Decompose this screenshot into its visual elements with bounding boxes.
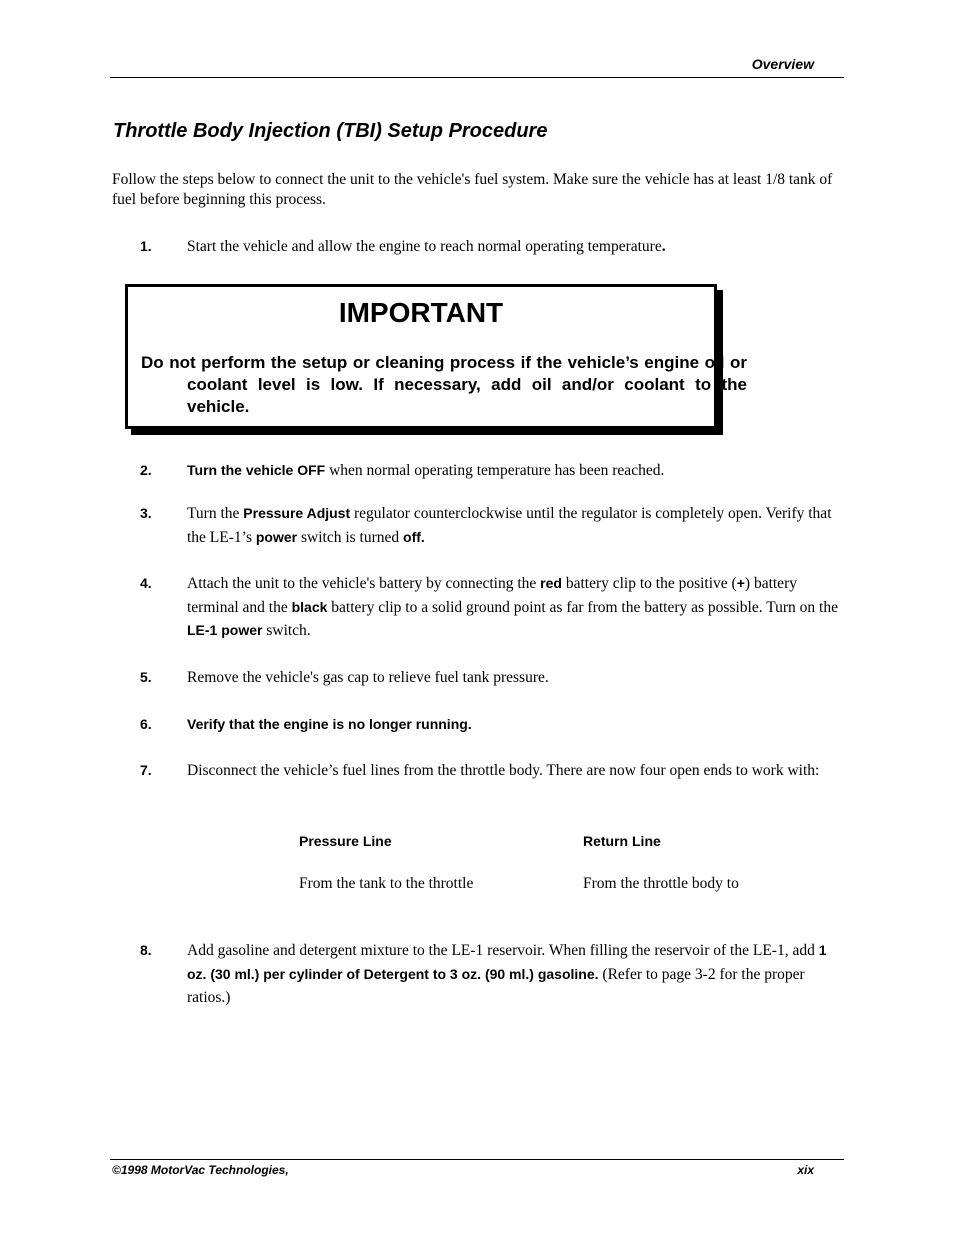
step-number: 3.	[140, 505, 152, 521]
positive-symbol: +	[736, 575, 745, 591]
footer-company: 1998 MotorVac Technologies,	[120, 1163, 289, 1177]
step-text: switch.	[262, 622, 311, 639]
step-4	[140, 572, 840, 643]
important-notice	[125, 284, 747, 429]
important-text: Do not perform the setup or cleaning process if the vehicle’s engine oil or coolant level is low. If necessary, add oil and/or coolant to the vehicle.	[141, 353, 747, 416]
return-line-header: Return Line	[583, 833, 661, 849]
step-text: Attach the unit to the vehicle's battery by connecting the	[187, 575, 541, 592]
step-3	[140, 502, 840, 549]
step-text: regulator counterclockwise until the regulator is completely open. Verify that the LE-1’s	[187, 505, 832, 546]
power-label: power	[255, 528, 298, 545]
step-number: 7.	[140, 762, 152, 778]
step-text: Add gasoline and detergent mixture to the LE-1 reservoir. When filling the reservoir of the LE-1, add	[187, 942, 819, 959]
mixture-ratio: 1 oz. (30 ml.) per cylinder of Detergent to 3 oz. (90 ml.) gasoline.	[187, 942, 827, 982]
step-7	[140, 759, 840, 783]
step-number: 1.	[140, 238, 152, 254]
step-text: battery clip to the positive (	[561, 575, 737, 592]
step-1	[140, 235, 840, 259]
step-number: 4.	[140, 575, 152, 591]
off-label: off.	[403, 528, 425, 545]
footer-copyright	[112, 1163, 289, 1177]
step-number: 5.	[140, 669, 152, 685]
step-8	[140, 939, 840, 1010]
step-number: 8.	[140, 942, 152, 958]
step-6	[140, 713, 840, 737]
step-bold-text: Turn the vehicle OFF	[187, 462, 326, 478]
page-title: Throttle Body Injection (TBI) Setup Procedure	[113, 120, 548, 142]
footer-rule	[110, 1159, 844, 1160]
step-text-end: .	[661, 238, 666, 255]
step-text: when normal operating temperature has been reached.	[325, 462, 665, 479]
step-text: Disconnect the vehicle’s fuel lines from the throttle body. There are now four open ends to work with:	[187, 762, 820, 779]
pressure-line-description: From the tank to the throttle	[299, 875, 474, 892]
important-title: IMPORTANT	[338, 297, 504, 328]
step-text: Remove the vehicle's gas cap to relieve fuel tank pressure.	[187, 669, 549, 686]
return-line-description: From the throttle body to	[583, 875, 739, 892]
step-number: 2.	[140, 462, 152, 478]
le1-power-label: LE-1 power	[187, 622, 263, 638]
red-label: red	[540, 575, 562, 591]
header-section-label: Overview	[751, 56, 814, 72]
black-label: black	[291, 598, 328, 615]
pressure-line-header: Pressure Line	[299, 833, 392, 849]
step-2	[140, 459, 840, 483]
step-bold-text: Verify that the engine is no longer running.	[187, 716, 472, 732]
intro-paragraph: Follow the steps below to connect the unit to the vehicle's fuel system. Make sure the vehicle has at least 1/8 tank of fuel before beginning this process.	[112, 171, 833, 208]
step-5	[140, 666, 840, 690]
step-number: 6.	[140, 716, 152, 732]
step-text: (Refer to page 3-2 for the proper ratios.)	[187, 965, 805, 1006]
step-text: Turn the	[187, 505, 244, 522]
header-rule	[110, 77, 844, 78]
pressure-adjust-label: Pressure Adjust	[243, 505, 351, 521]
copyright-icon: ©	[112, 1163, 121, 1177]
step-text: switch is turned	[297, 528, 404, 546]
step-text: Start the vehicle and allow the engine to reach normal operating temperature	[187, 238, 662, 255]
step-text: battery clip to a solid ground point as far from the battery as possible. Turn on the	[327, 598, 838, 616]
step-text: ) battery terminal and the	[187, 575, 797, 616]
page-number: xix	[797, 1163, 814, 1177]
